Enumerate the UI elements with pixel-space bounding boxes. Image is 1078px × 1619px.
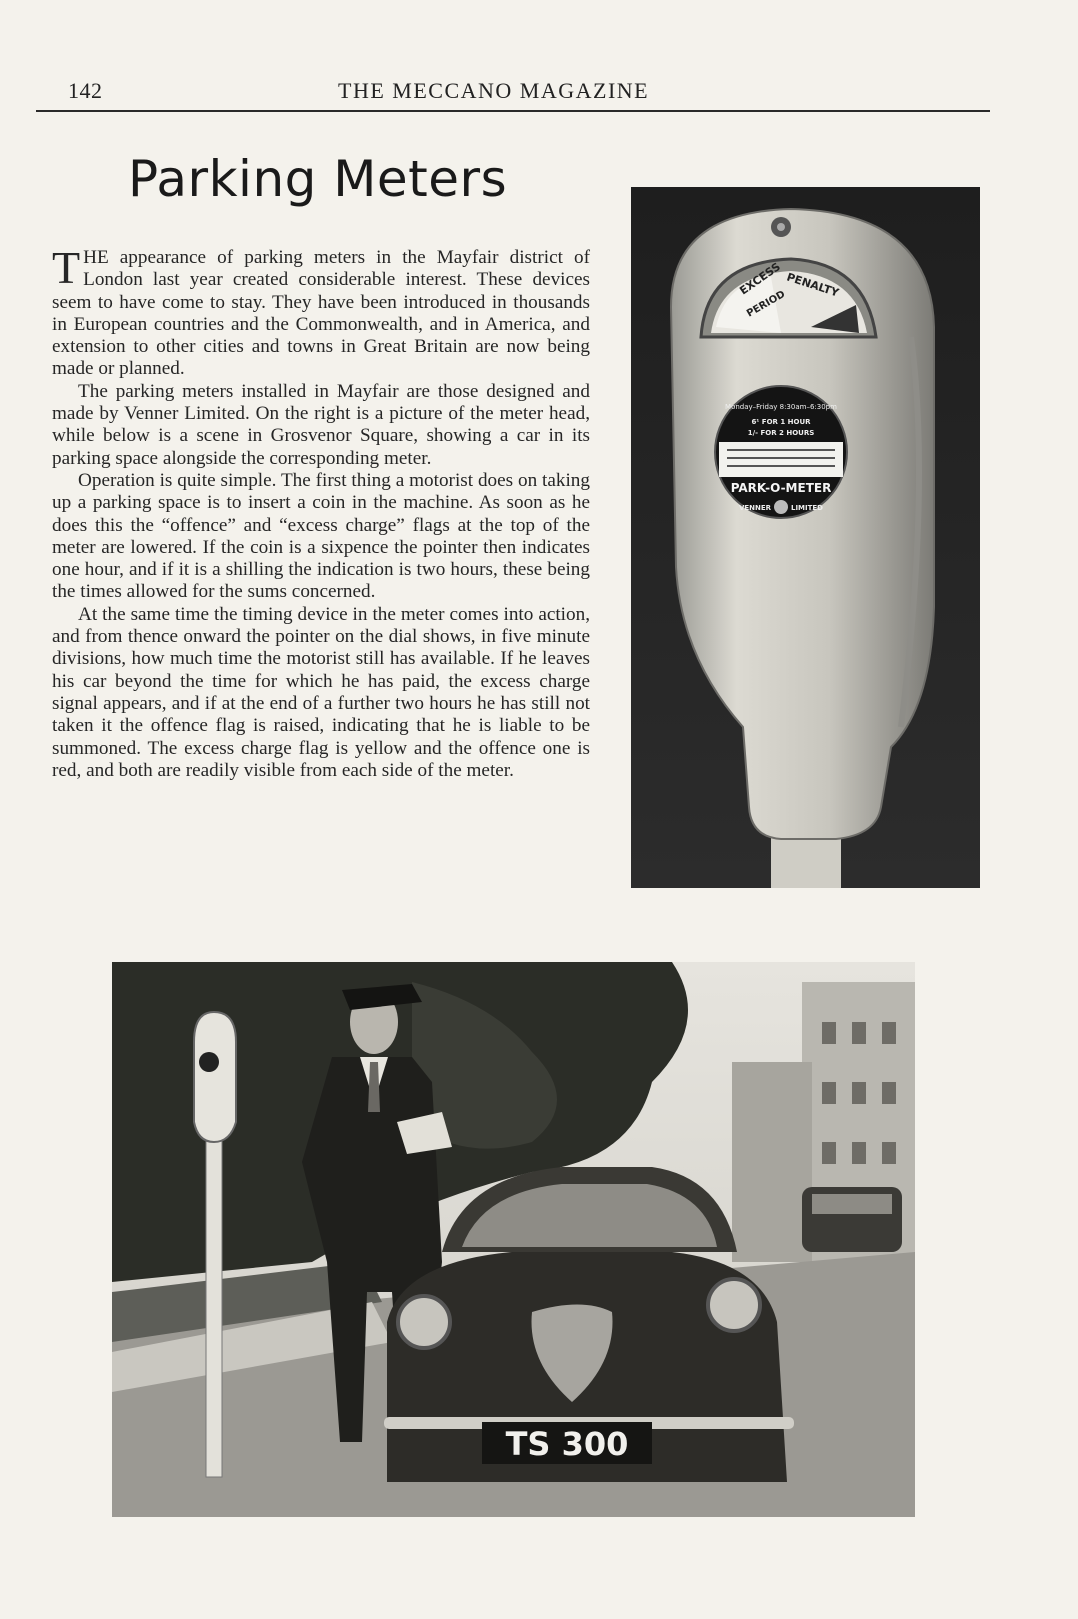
parking-meter-head [194,1012,236,1142]
paragraph-2: The parking meters installed in Mayfair are those designed and made by Venner Limited. On the right is a picture of the meter head, while below is a scene in Grosvenor Square, showing a car in its parking space alongside the corresponding meter. [52,380,590,469]
flag-excess-label: EXCESS [737,260,783,298]
meter-head-photo [631,187,980,888]
label-maker: VENNER [738,504,772,512]
drop-cap: T [52,242,81,293]
paragraph-1 [52,242,590,381]
label-days-text: Monday–Friday 8:30am–6:30pm [725,403,837,411]
paragraph-3: Operation is quite simple. The first thing a motorist does on taking up a parking space is to insert a coin in the machine. As soon as he does this the “offence” and “excess charge” flags at the top of the meter are lowered. If the coin is a sixpence the pointer then indicates one hour, and if it is a shilling the indication is two hours, these being the times allowed for the sums concerned. [52,469,590,603]
street-scene-illustration [112,962,915,1517]
article-body [52,242,590,782]
label-notice-panel [719,442,843,477]
right-headlamp [708,1279,760,1331]
paragraph-4: At the same time the timing device in the meter comes into action, and from thence onward the pointer on the dial shows, in five minute divisions, how much time the motorist still has available. If he leaves his car beyond the time for which he has paid, the excess charge signal appears, and if at the end of a further two hours he has still not taken it the offence flag is raised, indicating that he is liable to be summoned. The excess charge flag is yellow and the offence one is red, and both are readily visible from each side of the meter. [52,603,590,781]
paragraph-1-text: HE appearance of parking meters in the Mayfair district of London last year created considerable interest. These devices seem to have come to stay. They have been introduced in thousands in European countries and the Commonwealth, and in America, and extension to other cities and towns in Great Britain are now being made or planned. [52,247,590,380]
article-title: Parking Meters [128,150,508,208]
parking-meter-post [206,1137,222,1477]
page-number: 142 [68,78,103,103]
label-brand: PARK-O-METER [730,481,832,495]
flag-penalty-label: PENALTY [785,270,841,300]
label-charge-1: 6¹ FOR 1 HOUR [751,418,811,426]
running-title: THE MECCANO MAGAZINE [338,78,650,103]
label-charge-2: 1/- FOR 2 HOURS [747,429,815,437]
number-plate-text: TS 300 [505,1425,629,1463]
left-headlamp [398,1296,450,1348]
label-limited: LIMITED [790,504,824,512]
street-scene-photo [112,962,915,1517]
flag-period-label: PERIOD [745,288,788,320]
header-rule [36,110,990,112]
meter-head-illustration [631,187,980,888]
